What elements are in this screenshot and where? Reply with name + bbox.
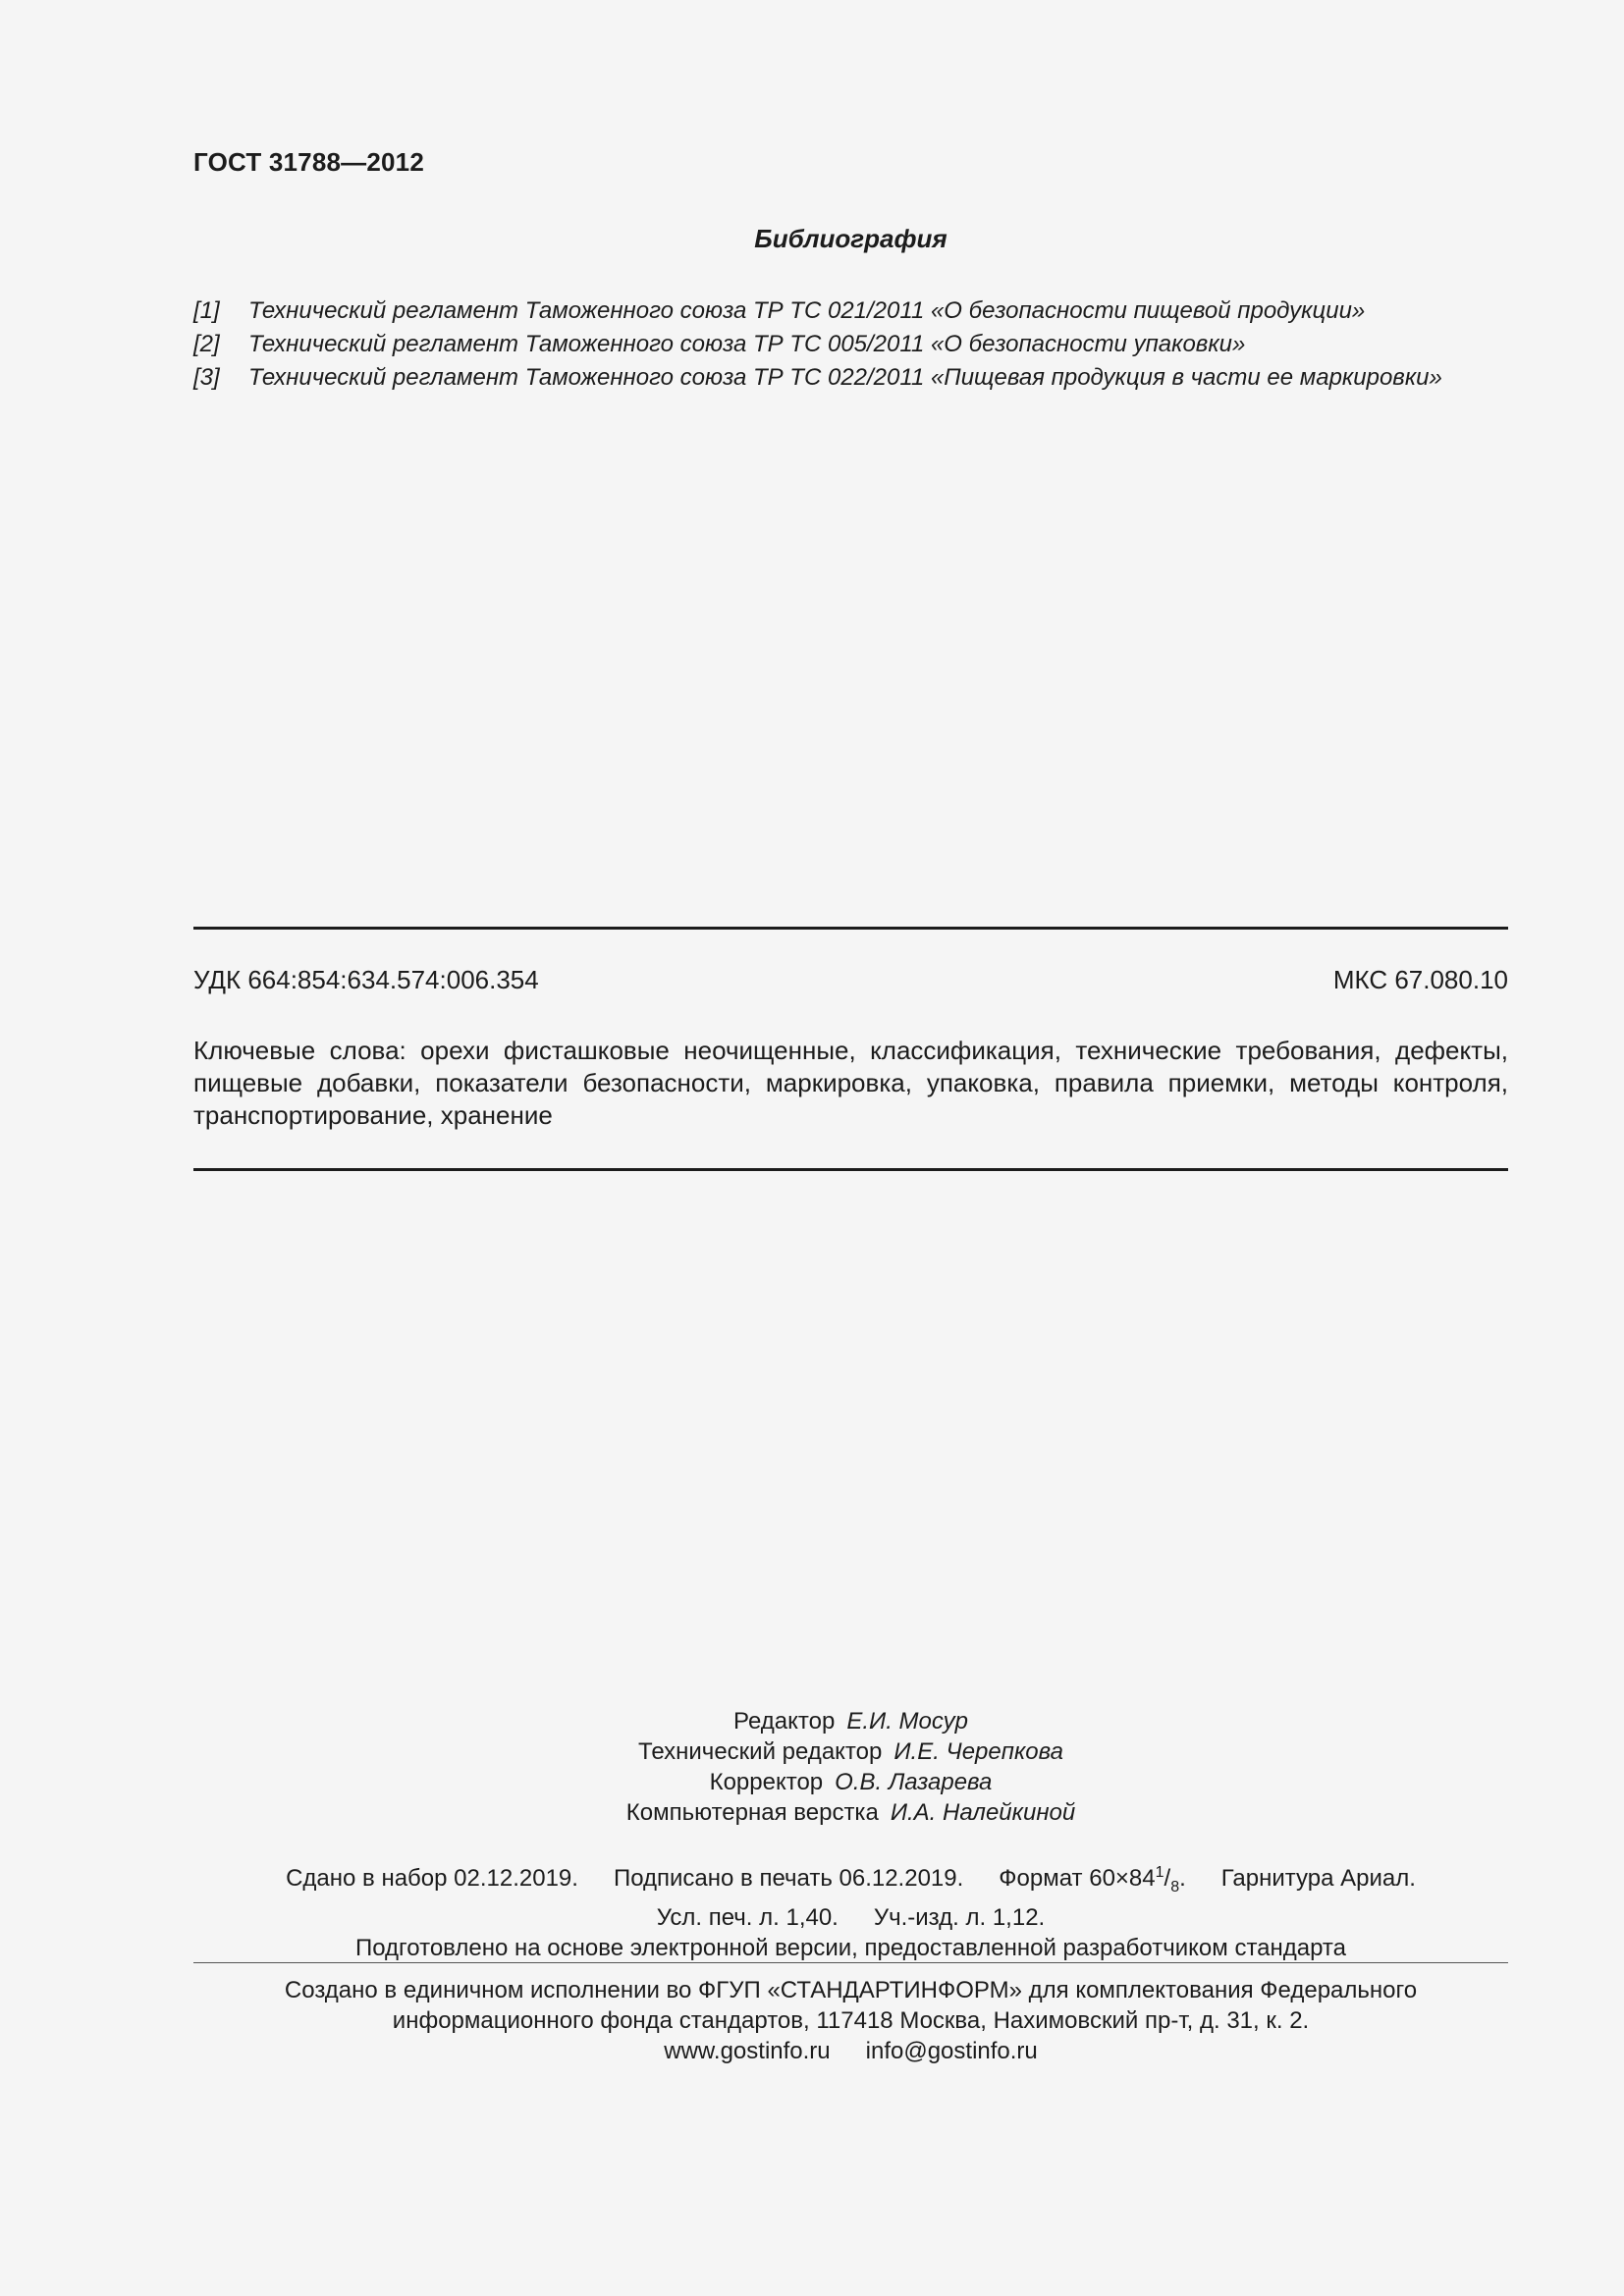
mks-code: МКС 67.080.10 xyxy=(1332,965,1508,994)
udk-code: УДК 664:854:634.574:006.354 xyxy=(193,965,539,994)
bibliography-entry xyxy=(193,328,1568,361)
credit-name: И.А. Налейкиной xyxy=(890,1799,1076,1826)
imprint-divider xyxy=(193,1962,1508,1963)
submitted-date: Сдано в набор 02.12.2019. xyxy=(286,1865,578,1892)
bottom-divider xyxy=(193,1168,1508,1171)
email-link[interactable]: info@gostinfo.ru xyxy=(865,2038,1038,2064)
bibliography-entry-number: [3] xyxy=(193,364,220,391)
publisher-line: Создано в единичном исполнении во ФГУП «СТАНДАРТИНФОРМ» для комплектования Федерального xyxy=(284,1977,1418,2003)
website-link[interactable]: www.gostinfo.ru xyxy=(664,2038,831,2064)
credit-role: Корректор xyxy=(709,1769,824,1795)
imprint-line xyxy=(193,1902,1508,1933)
standard-number: ГОСТ 31788—2012 xyxy=(193,147,424,177)
bibliography-entry-text: Технический регламент Таможенного союза ТР ТС 021/2011 «О безопасности пищевой продукции» xyxy=(248,297,1366,324)
print-sheets: Усл. печ. л. 1,40. xyxy=(656,1903,839,1931)
bibliography-entry xyxy=(193,294,1568,328)
publisher-contacts xyxy=(193,2036,1508,2066)
publisher-sheets: Уч.-изд. л. 1,12. xyxy=(873,1903,1046,1931)
bibliography-list xyxy=(193,294,1568,395)
bibliography-entry-number: [1] xyxy=(193,297,220,324)
bibliography-entry xyxy=(193,361,1568,395)
bibliography-entry-text: Технический регламент Таможенного союза ТР ТС 022/2011 «Пищевая продукция в части ее маркировки» xyxy=(248,364,1442,391)
typeface: Гарнитура Ариал. xyxy=(1220,1865,1416,1892)
credit-name: Е.И. Мосур xyxy=(846,1708,968,1735)
credit-line xyxy=(193,1797,1508,1828)
credit-role: Технический редактор xyxy=(638,1738,883,1765)
signed-date: Подписано в печать 06.12.2019. xyxy=(613,1865,964,1892)
credits-block xyxy=(193,1706,1508,1828)
credit-role: Компьютерная верстка xyxy=(625,1799,879,1826)
bibliography-title: Библиография xyxy=(754,224,947,253)
keywords-paragraph: Ключевые слова: орехи фисташковые неочищенные, классификация, технические требования, дефекты, пищевые добавки, показатели безопасности, маркировка, упаковка, правила приемки, методы контроля, транспортирование, хранение xyxy=(193,1036,1508,1130)
imprint-block xyxy=(193,1857,1508,1963)
credit-role: Редактор xyxy=(733,1708,836,1735)
credit-line xyxy=(193,1736,1508,1767)
bibliography-entry-text: Технический регламент Таможенного союза ТР ТС 005/2011 «О безопасности упаковки» xyxy=(248,331,1246,357)
imprint-line xyxy=(193,1857,1508,1902)
paper-format: Формат $60\times 84^1/_8$. xyxy=(999,1864,1186,1896)
top-divider xyxy=(193,927,1508,930)
credit-line xyxy=(193,1767,1508,1797)
publisher-line: информационного фонда стандартов, 117418 Москва, Нахимовский пр-т, д. 31, к. 2. xyxy=(392,2007,1310,2034)
credit-name: И.Е. Черепкова xyxy=(893,1738,1063,1765)
bibliography-entry-number: [2] xyxy=(193,331,220,357)
publisher-block xyxy=(193,1975,1508,2066)
credit-name: О.В. Лазарева xyxy=(835,1769,993,1795)
credit-line xyxy=(193,1706,1508,1736)
prepared-note: Подготовлено на основе электронной версии, предоставленной разработчиком стандарта xyxy=(354,1934,1347,1961)
